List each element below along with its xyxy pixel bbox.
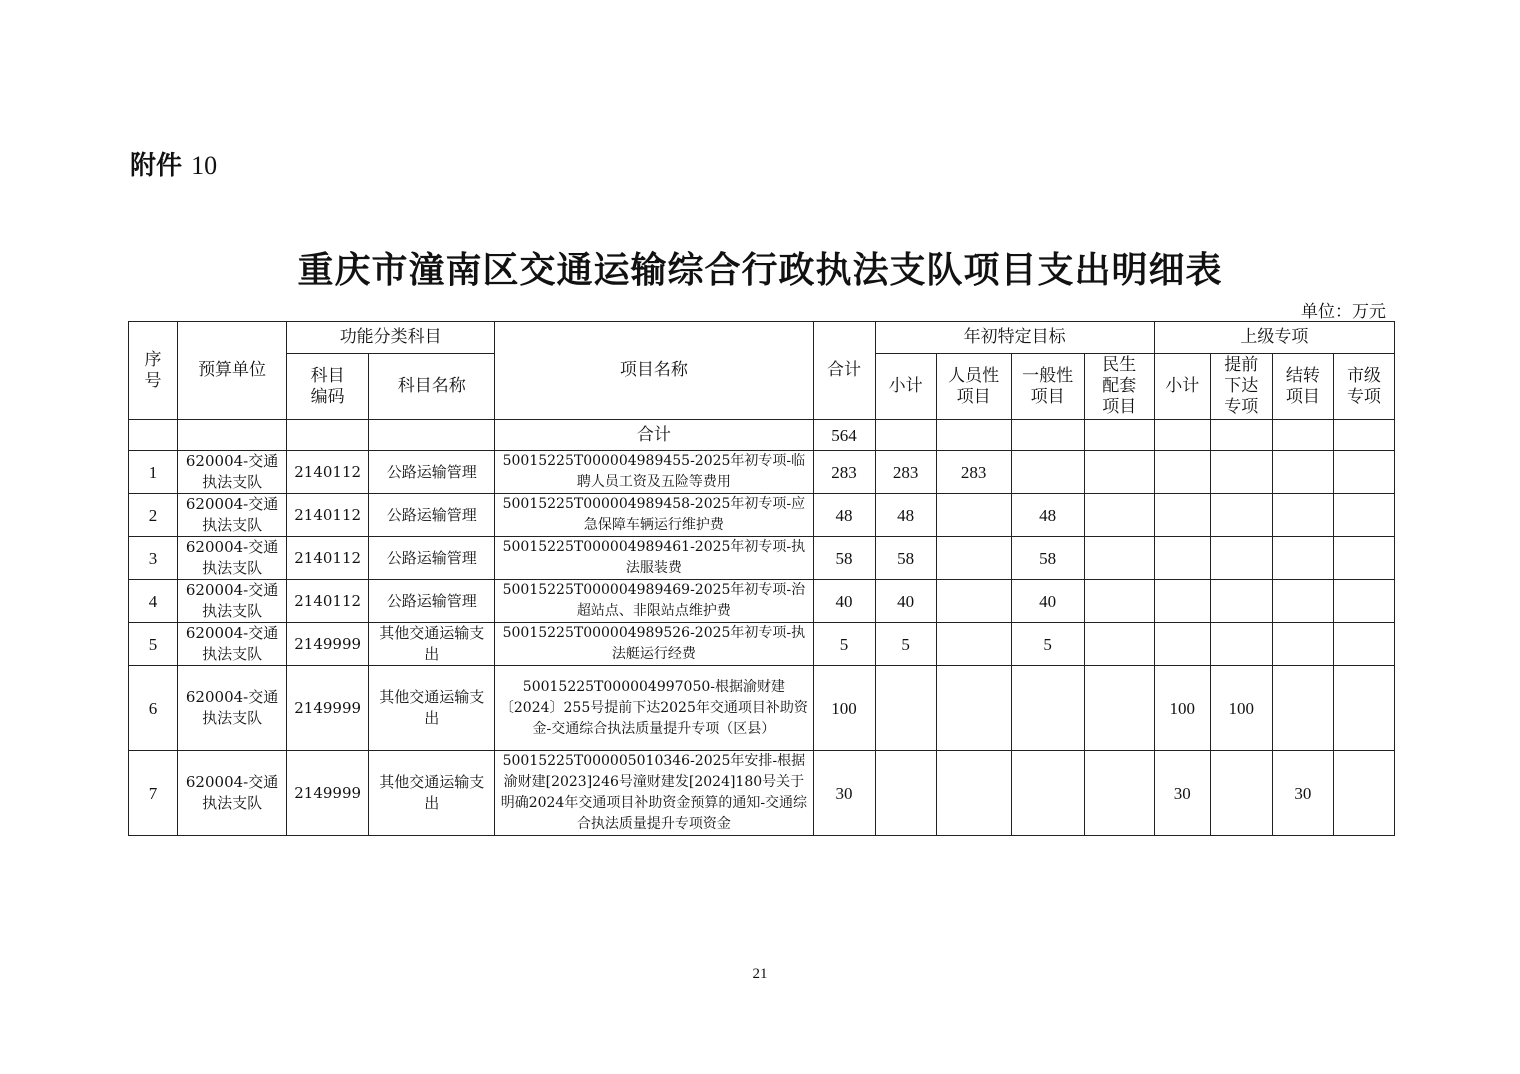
attachment-text: 附件 xyxy=(130,151,183,181)
row-general xyxy=(1011,666,1084,751)
row-carryover xyxy=(1272,623,1333,666)
row-total: 58 xyxy=(813,537,875,580)
row-unit: 620004-交通执法支队 xyxy=(178,494,287,537)
header-code: 科目编码 xyxy=(287,354,369,420)
attachment-label xyxy=(130,145,217,182)
row-carryover xyxy=(1272,537,1333,580)
row-advance: 100 xyxy=(1210,666,1272,751)
attachment-number: 10 xyxy=(191,151,218,180)
header-unit: 预算单位 xyxy=(178,322,287,420)
expenditure-table xyxy=(128,321,1395,836)
row-upper-subtotal xyxy=(1154,537,1210,580)
row-carryover xyxy=(1272,666,1333,751)
row-personnel xyxy=(936,580,1011,623)
row-seq: 6 xyxy=(129,666,178,751)
row-unit: 620004-交通执法支队 xyxy=(178,751,287,836)
row-carryover: 30 xyxy=(1272,751,1333,836)
row-personnel xyxy=(936,666,1011,751)
total-value: 564 xyxy=(813,420,875,451)
table-row xyxy=(129,537,1395,580)
header-general: 一般性项目 xyxy=(1011,354,1084,420)
header-minsheng: 民生配套项目 xyxy=(1084,354,1154,420)
header-annual-subtotal: 小计 xyxy=(875,354,936,420)
row-seq: 2 xyxy=(129,494,178,537)
row-total: 30 xyxy=(813,751,875,836)
row-project: 50015225T000005010346-2025年安排-根据渝财建[2023]246号潼财建发[2024]180号关于明确2024年交通项目补助资金预算的通知-交通综合执法质量提升专项资金 xyxy=(495,751,813,836)
row-city xyxy=(1333,751,1394,836)
row-seq: 7 xyxy=(129,751,178,836)
row-advance xyxy=(1210,580,1272,623)
row-general xyxy=(1011,751,1084,836)
header-city: 市级专项 xyxy=(1333,354,1394,420)
row-total: 100 xyxy=(813,666,875,751)
row-code: 2140112 xyxy=(287,494,369,537)
row-annual-subtotal xyxy=(875,666,936,751)
row-project: 50015225T000004989461-2025年初专项-执法服装费 xyxy=(495,537,813,580)
row-code: 2149999 xyxy=(287,623,369,666)
row-annual-subtotal: 58 xyxy=(875,537,936,580)
page-title: 重庆市潼南区交通运输综合行政执法支队项目支出明细表 xyxy=(297,250,1223,291)
row-subject: 其他交通运输支出 xyxy=(369,623,495,666)
table-row xyxy=(129,494,1395,537)
row-seq: 3 xyxy=(129,537,178,580)
unit-label: 单位：万元 xyxy=(1301,302,1386,322)
row-minsheng xyxy=(1084,494,1154,537)
header-personnel: 人员性项目 xyxy=(936,354,1011,420)
row-total: 40 xyxy=(813,580,875,623)
header-upper-group: 上级专项 xyxy=(1154,322,1394,354)
row-minsheng xyxy=(1084,623,1154,666)
row-project: 50015225T000004989458-2025年初专项-应急保障车辆运行维护费 xyxy=(495,494,813,537)
row-advance xyxy=(1210,623,1272,666)
header-upper-subtotal: 小计 xyxy=(1154,354,1210,420)
page-number: 21 xyxy=(752,966,768,982)
row-subject: 其他交通运输支出 xyxy=(369,666,495,751)
row-carryover xyxy=(1272,451,1333,494)
row-code: 2149999 xyxy=(287,751,369,836)
row-upper-subtotal: 100 xyxy=(1154,666,1210,751)
row-upper-subtotal xyxy=(1154,451,1210,494)
header-func-group: 功能分类科目 xyxy=(287,322,495,354)
row-annual-subtotal: 283 xyxy=(875,451,936,494)
row-annual-subtotal: 48 xyxy=(875,494,936,537)
row-personnel xyxy=(936,494,1011,537)
row-code: 2140112 xyxy=(287,451,369,494)
row-personnel: 283 xyxy=(936,451,1011,494)
row-upper-subtotal xyxy=(1154,580,1210,623)
row-subject: 公路运输管理 xyxy=(369,537,495,580)
row-minsheng xyxy=(1084,751,1154,836)
row-advance xyxy=(1210,537,1272,580)
row-carryover xyxy=(1272,494,1333,537)
row-unit: 620004-交通执法支队 xyxy=(178,666,287,751)
row-total: 5 xyxy=(813,623,875,666)
total-label: 合计 xyxy=(495,420,813,451)
row-personnel xyxy=(936,537,1011,580)
total-row xyxy=(129,420,1395,451)
table-row xyxy=(129,580,1395,623)
table-row xyxy=(129,751,1395,836)
row-upper-subtotal xyxy=(1154,494,1210,537)
row-total: 48 xyxy=(813,494,875,537)
table-row xyxy=(129,666,1395,751)
row-seq: 4 xyxy=(129,580,178,623)
row-general xyxy=(1011,451,1084,494)
row-project: 50015225T000004989526-2025年初专项-执法艇运行经费 xyxy=(495,623,813,666)
row-general: 58 xyxy=(1011,537,1084,580)
row-city xyxy=(1333,451,1394,494)
row-seq: 1 xyxy=(129,451,178,494)
row-code: 2140112 xyxy=(287,580,369,623)
row-subject: 公路运输管理 xyxy=(369,580,495,623)
row-unit: 620004-交通执法支队 xyxy=(178,580,287,623)
row-subject: 公路运输管理 xyxy=(369,494,495,537)
row-code: 2140112 xyxy=(287,537,369,580)
row-advance xyxy=(1210,451,1272,494)
row-advance xyxy=(1210,494,1272,537)
table-row xyxy=(129,623,1395,666)
row-annual-subtotal: 5 xyxy=(875,623,936,666)
row-minsheng xyxy=(1084,451,1154,494)
row-city xyxy=(1333,537,1394,580)
table-row xyxy=(129,451,1395,494)
row-project: 50015225T000004997050-根据渝财建〔2024〕255号提前下达2025年交通项目补助资金-交通综合执法质量提升专项（区县） xyxy=(495,666,813,751)
header-row-1 xyxy=(129,322,1395,354)
row-city xyxy=(1333,623,1394,666)
row-general: 5 xyxy=(1011,623,1084,666)
header-subject-name: 科目名称 xyxy=(369,354,495,420)
row-minsheng xyxy=(1084,537,1154,580)
row-minsheng xyxy=(1084,666,1154,751)
row-code: 2149999 xyxy=(287,666,369,751)
header-advance: 提前下达专项 xyxy=(1210,354,1272,420)
row-minsheng xyxy=(1084,580,1154,623)
row-carryover xyxy=(1272,580,1333,623)
header-project: 项目名称 xyxy=(495,322,813,420)
row-upper-subtotal xyxy=(1154,623,1210,666)
header-carryover: 结转项目 xyxy=(1272,354,1333,420)
row-city xyxy=(1333,580,1394,623)
row-unit: 620004-交通执法支队 xyxy=(178,537,287,580)
row-unit: 620004-交通执法支队 xyxy=(178,623,287,666)
row-subject: 其他交通运输支出 xyxy=(369,751,495,836)
row-project: 50015225T000004989469-2025年初专项-治超站点、非限站点维护费 xyxy=(495,580,813,623)
row-city xyxy=(1333,666,1394,751)
row-general: 40 xyxy=(1011,580,1084,623)
row-total: 283 xyxy=(813,451,875,494)
row-personnel xyxy=(936,751,1011,836)
row-city xyxy=(1333,494,1394,537)
header-total: 合计 xyxy=(813,322,875,420)
row-annual-subtotal: 40 xyxy=(875,580,936,623)
row-unit: 620004-交通执法支队 xyxy=(178,451,287,494)
row-personnel xyxy=(936,623,1011,666)
row-project: 50015225T000004989455-2025年初专项-临聘人员工资及五险等费用 xyxy=(495,451,813,494)
header-annual-group: 年初特定目标 xyxy=(875,322,1154,354)
row-annual-subtotal xyxy=(875,751,936,836)
row-subject: 公路运输管理 xyxy=(369,451,495,494)
row-upper-subtotal: 30 xyxy=(1154,751,1210,836)
header-seq: 序号 xyxy=(129,322,178,420)
row-advance xyxy=(1210,751,1272,836)
row-seq: 5 xyxy=(129,623,178,666)
row-general: 48 xyxy=(1011,494,1084,537)
